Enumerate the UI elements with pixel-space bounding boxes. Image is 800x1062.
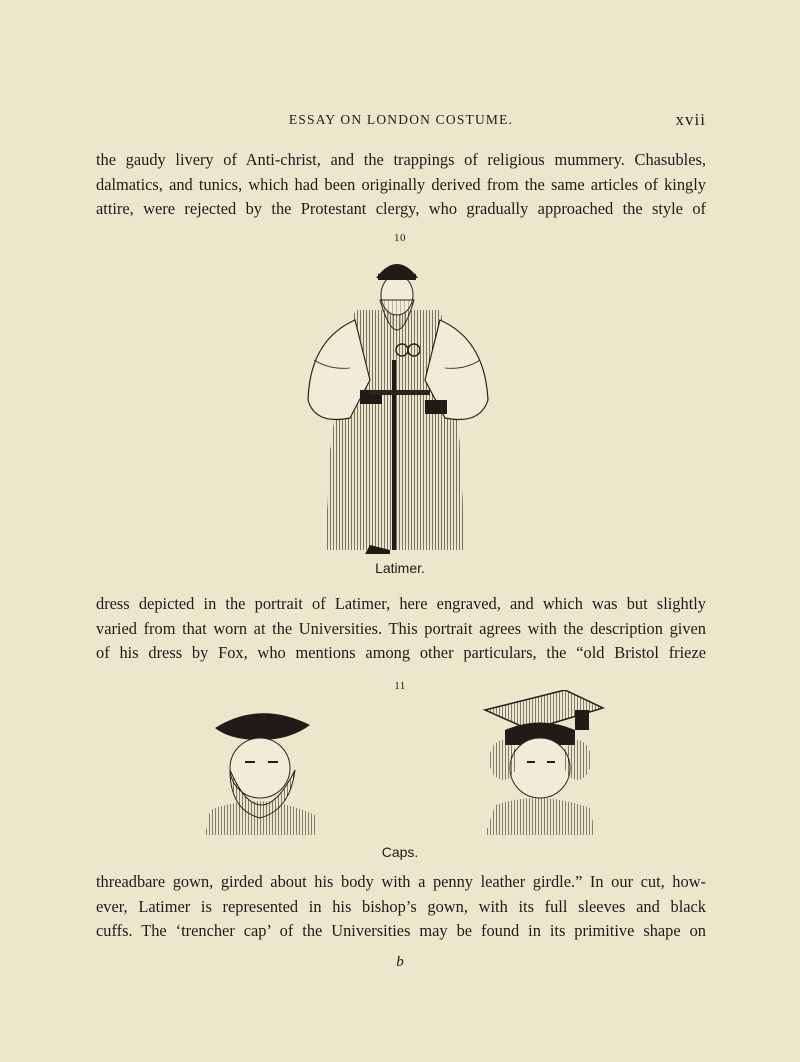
paragraph-3 bbox=[96, 870, 706, 944]
page-number: xvii bbox=[675, 110, 706, 129]
trencher-cap-engraving-icon bbox=[475, 690, 605, 835]
text-line: of his dress by Fox, who mentions among other particulars, the “old Bristol frieze bbox=[96, 643, 706, 662]
signature-mark: b bbox=[396, 954, 404, 970]
text-line: dalmatics, and tunics, which had been originally derived from the same articles of kingly bbox=[96, 174, 706, 194]
paragraph-2 bbox=[96, 592, 706, 666]
text-line: dress depicted in the portrait of Latimer, here engraved, and which was but slightly bbox=[96, 594, 706, 613]
paragraph-1 bbox=[96, 148, 706, 222]
figure-number-10: 10 bbox=[394, 232, 406, 244]
figure-number-11: 11 bbox=[394, 680, 406, 692]
text-line: attire, were rejected by the Protestant clergy, who gradually approached the style of bbox=[96, 199, 706, 218]
cap-left-engraving-icon bbox=[200, 700, 320, 835]
text-line: threadbare gown, girded about his body with a penny leather girdle.” In our cut, how- bbox=[96, 872, 706, 891]
text-line: cuffs. The ‘trencher cap’ of the Universities may be found in its primitive shape on bbox=[96, 921, 706, 940]
text-line: the gaudy livery of Anti-christ, and the trappings of religious mummery. Chasubles, bbox=[96, 150, 706, 169]
running-head bbox=[96, 112, 706, 136]
figure-caption-latimer: Latimer. bbox=[375, 560, 425, 576]
text-line: ever, Latimer is represented in his bishop’s gown, with its full sleeves and black bbox=[96, 896, 706, 916]
text-line: varied from that worn at the Universities. This portrait agrees with the description given bbox=[96, 618, 706, 638]
figure-caption-caps: Caps. bbox=[381, 844, 419, 860]
running-title: ESSAY ON LONDON COSTUME. bbox=[288, 112, 514, 127]
latimer-engraving-icon bbox=[300, 250, 495, 555]
